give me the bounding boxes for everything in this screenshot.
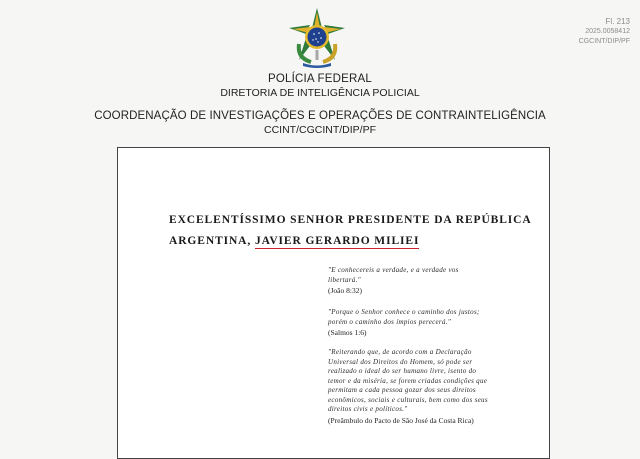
directorate-title: DIRETORIA DE INTELIGÊNCIA POLICIAL	[220, 87, 420, 99]
process-number: 2025.0058412	[585, 28, 630, 35]
epigraph-source: (João 8:32)	[328, 286, 362, 295]
salutation-line-1: EXCELENTÍSSIMO SENHOR PRESIDENTE DA REPÚBLICA	[169, 214, 532, 226]
folio-number: Fl. 213	[605, 17, 630, 26]
document-reference	[579, 17, 630, 47]
epigraph-text: "Reiterando que, de acordo com a Declaração Universal dos Direitos do Homem, só pode ser realizado o ideal do ser humano livre, isento do temor e da miséria, se forem criadas condições que permitam a cada pessoa gozar dos seus direitos econômicos, sociais e culturais, bem como dos seus direitos civis e políticos."	[328, 348, 488, 413]
coordination-acronym: CCINT/CGCINT/DIP/PF	[264, 124, 376, 136]
epigraph-source: (Preâmbulo do Pacto de São José da Costa Rica)	[328, 415, 474, 425]
salutation	[169, 214, 532, 247]
epigraph-1	[328, 266, 533, 296]
epigraph-text: "Porque o Senhor conhece o caminho dos justos; porém o caminho dos ímpios perecerá."	[328, 308, 480, 326]
reference-unit: CGCINT/DIP/PF	[578, 38, 630, 45]
org-title: POLÍCIA FEDERAL	[268, 73, 372, 85]
epigraph-text: "E conhecereis a verdade, e a verdade vos libertará."	[328, 266, 459, 284]
epigraph-2	[328, 308, 533, 338]
epigraph-source: (Salmos 1:6)	[328, 328, 367, 337]
salutation-line-2	[169, 235, 509, 247]
addressee-name: JAVIER GERARDO MILIEI	[254, 235, 420, 247]
letter-page	[117, 147, 550, 459]
coordination-title: COORDENAÇÃO DE INVESTIGAÇÕES E OPERAÇÕES DE CONTRAINTELIGÊNCIA	[94, 110, 546, 122]
epigraph-3	[328, 348, 533, 426]
salutation-country: ARGENTINA,	[169, 235, 252, 247]
brazil-coat-of-arms-icon	[287, 6, 347, 68]
